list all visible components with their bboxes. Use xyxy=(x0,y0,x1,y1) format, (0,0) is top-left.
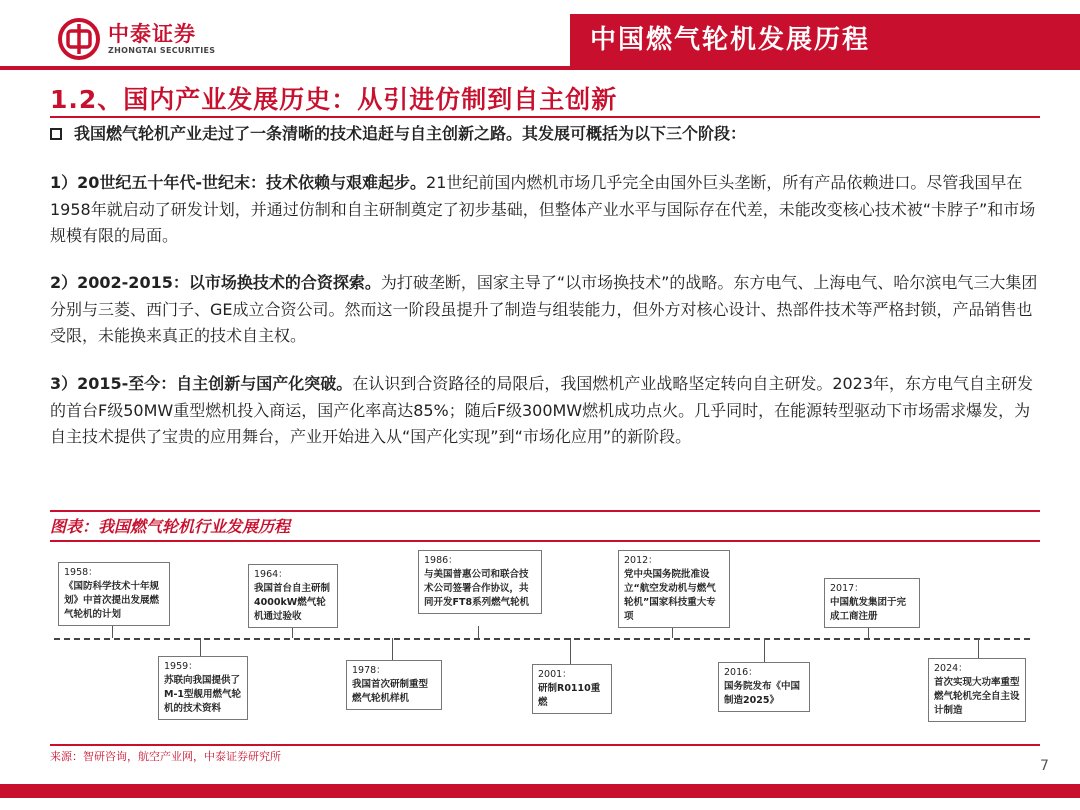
logo-name-cn: 中泰证券 xyxy=(108,22,196,46)
timeline-event-1958 xyxy=(58,562,170,626)
timeline-connector xyxy=(112,626,113,638)
event-year: 1964： xyxy=(254,569,288,580)
event-text: 苏联向我国提供了M-1型舰用燃气轮机的技术资料 xyxy=(164,675,242,714)
event-year: 2017： xyxy=(830,583,864,594)
logo-name-en: ZHONGTAI SECURITIES xyxy=(108,46,216,55)
event-text: 与美国普惠公司和联合技术公司签署合作协议，共同开发FT8系列燃气轮机 xyxy=(424,569,530,608)
timeline-event-2012 xyxy=(618,550,730,628)
timeline-event-1964 xyxy=(248,564,338,628)
timeline-event-2024 xyxy=(928,658,1026,722)
event-text: 《国防科学技术十年规划》中首次提出发展燃气轮机的计划 xyxy=(64,581,160,620)
company-logo xyxy=(58,18,215,60)
event-year: 2001： xyxy=(538,669,572,680)
event-text: 党中央国务院批准设立“航空发动机与燃气轮机”国家科技重大专项 xyxy=(624,569,716,622)
section-title: 1.2、国内产业发展历史：从引进仿制到自主创新 xyxy=(50,85,618,114)
event-text: 我国首台自主研制4000kW燃气轮机通过验收 xyxy=(254,583,331,622)
timeline-event-2017 xyxy=(824,578,920,628)
event-year: 1959： xyxy=(164,661,198,672)
timeline-connector xyxy=(764,638,765,662)
stage-lead: 2）2002-2015：以市场换技术的合资探索。 xyxy=(50,273,381,292)
event-text: 我国首次研制重型燃气轮机样机 xyxy=(352,679,429,704)
stage-text: 21世纪前国内燃机市场几乎完全由国外巨头垄断，所有产品依赖进口。尽管我国早在1958年就启动了研发计划，并通过仿制和自主研制奠定了初步基础，但整体产业水平与国际存在代差，未能改变核心技术被“卡脖子”和市场规模有限的局面。 xyxy=(50,173,1036,245)
timeline-event-2016 xyxy=(718,662,810,712)
figure-bottom-rule xyxy=(50,744,1040,746)
event-year: 1958： xyxy=(64,567,98,578)
timeline-event-1986 xyxy=(418,550,542,614)
timeline-connector xyxy=(392,638,393,660)
event-year: 2024： xyxy=(934,663,968,674)
intro-text: 我国燃气轮机产业走过了一条清晰的技术追赶与自主创新之路。其发展可概括为以下三个阶段： xyxy=(74,124,747,143)
header-title-bar xyxy=(570,14,1080,66)
timeline-event-1959 xyxy=(158,656,248,720)
event-year: 2012： xyxy=(624,555,658,566)
event-year: 1978： xyxy=(352,665,386,676)
stage-text: 在认识到合资路径的局限后，我国燃机产业战略坚定转向自主研发。2023年，东方电气自主研发的首台F级50MW重型燃机投入商运，国产化率高达85%；随后F级300MW燃机成功点火。几乎同时，在能源转型驱动下市场需求爆发，为自主技术提供了宝贵的应用舞台，产业开始进入从“国产化实现”到“市场化应用”的新阶段。 xyxy=(50,374,1034,446)
intro-bullet xyxy=(50,120,1040,148)
figure-source: 来源：智研咨询，航空产业网，中泰证券研究所 xyxy=(50,750,281,763)
timeline-connector xyxy=(570,638,571,664)
event-text: 国务院发布《中国制造2025》 xyxy=(724,681,801,706)
page-title: 中国燃气轮机发展历程 xyxy=(590,25,871,55)
stage-lead: 1）20世纪五十年代-世纪末：技术依赖与艰难起步。 xyxy=(50,173,427,192)
stage-paragraph-2 xyxy=(50,270,1040,350)
event-text: 研制R0110重燃 xyxy=(538,683,601,708)
square-bullet-icon xyxy=(50,128,62,140)
event-text: 首次实现大功率重型燃气轮机完全自主设计制造 xyxy=(934,677,1020,716)
timeline-connector xyxy=(200,638,201,656)
figure-title-rule xyxy=(50,540,1040,542)
header-divider xyxy=(0,66,1080,70)
timeline-connector xyxy=(978,638,979,658)
timeline-event-1978 xyxy=(346,660,442,710)
timeline-connector xyxy=(478,626,479,638)
event-text: 中国航发集团于完成工商注册 xyxy=(830,597,907,622)
event-year: 1986： xyxy=(424,555,458,566)
stage-lead: 3）2015-至今：自主创新与国产化突破。 xyxy=(50,374,353,393)
figure-top-rule xyxy=(50,510,1040,512)
event-year: 2016： xyxy=(724,667,758,678)
logo-mark-icon xyxy=(58,18,100,60)
timeline-event-2001 xyxy=(532,664,612,714)
stage-paragraph-1 xyxy=(50,170,1040,250)
page-number: 7 xyxy=(1040,758,1049,774)
stage-paragraph-3 xyxy=(50,371,1040,451)
figure-title: 图表：我国燃气轮机行业发展历程 xyxy=(50,517,291,536)
footer-bar xyxy=(0,784,1080,798)
stage-text: 为打破垄断，国家主导了“以市场换技术”的战略。东方电气、上海电气、哈尔滨电气三大集团分别与三菱、西门子、GE成立合资公司。然而这一阶段虽提升了制造与组装能力，但外方对核心设计、热部件技术等严格封锁，产品销售也受限，未能换来真正的技术自主权。 xyxy=(50,273,1038,345)
section-title-rule xyxy=(50,116,1040,118)
